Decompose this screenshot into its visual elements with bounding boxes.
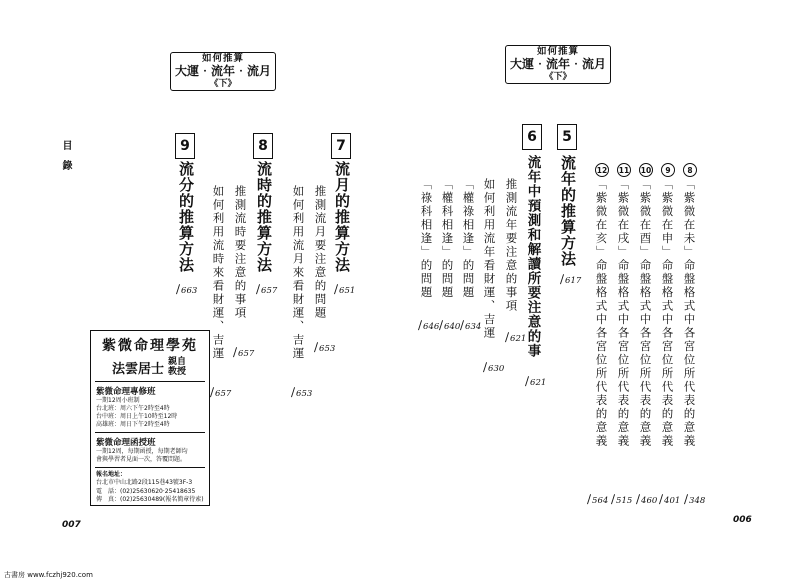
book-title-logo-right: 如何推算 大運‧流年‧流月 《下》 — [505, 45, 611, 84]
ad-teacher: 法雲居士 — [111, 362, 164, 378]
ad-class-info: 一期12周小班制 — [96, 396, 140, 404]
chapter-title-7[interactable]: 流月的推算方法 — [333, 161, 351, 273]
page-ref-657: ∕ 657 — [256, 282, 277, 296]
zodiac-item[interactable]: 「紫微在未」命盤格式中各宮位所代表的意義 — [682, 178, 697, 448]
page-ref-564: ∕ 564 — [587, 492, 608, 506]
chapter-title-5[interactable]: 流年的推算方法 — [559, 155, 577, 267]
toc-item-text[interactable]: 推測流年要注意的事項 — [504, 178, 519, 313]
ad-phone: 電 話：(02)25630620‧25418635 — [96, 487, 196, 495]
zodiac-item[interactable]: 「紫微在亥」命盤格式中各宮位所代表的意義 — [594, 178, 609, 448]
toc-item-text[interactable]: 「權科相逢」的問題 — [440, 178, 455, 300]
page-ref-653: ∕ 653 — [314, 340, 335, 354]
ad-class-info: 台北班：周六下午2時至4時 — [96, 404, 170, 412]
page-ref-634: ∕ 634 — [460, 318, 481, 332]
zodiac-item[interactable]: 「紫微在酉」命盤格式中各宮位所代表的意義 — [638, 178, 653, 448]
ad-mail-info: 會與學習者見面一次，答覆問題。 — [96, 456, 187, 464]
page-ref-630: ∕ 630 — [483, 360, 504, 374]
toc-item-text[interactable]: 如何利用流時來看財運、吉運 — [211, 185, 226, 361]
chapter-number-9: 9 — [175, 133, 195, 159]
page-ref-640: ∕ 640 — [439, 318, 460, 332]
toc-item-text[interactable]: 如何利用流年看財運、吉運 — [482, 178, 497, 340]
ad-teach-note: 親自教授 — [168, 357, 187, 377]
page-ref-657: ∕ 657 — [233, 345, 254, 359]
ad-class-info: 台中班：周日上午10時至12時 — [96, 412, 178, 420]
page-number-left: 007 — [62, 520, 81, 530]
page-ref-651: ∕ 651 — [334, 282, 355, 296]
chapter-title-8[interactable]: 流時的推算方法 — [255, 161, 273, 273]
ad-address-label: 報名地址： — [96, 471, 127, 479]
item-number-12: 12 — [595, 163, 609, 177]
zodiac-item[interactable]: 「紫微在申」命盤格式中各宮位所代表的意義 — [660, 178, 675, 448]
ad-address: 台北市中山北路2段115巷43號3F-3 — [96, 479, 193, 487]
item-number-10: 10 — [639, 163, 653, 177]
ad-mail-name: 紫微命理函授班 — [96, 438, 156, 449]
page-ref-621: ∕ 621 — [525, 374, 546, 388]
toc-item-text[interactable]: 「祿科相逢」的問題 — [419, 178, 434, 300]
ad-mail-info: 一期12周，每期函授，每期老師均 — [96, 448, 188, 456]
toc-item-text[interactable]: 「權祿相逢」的問題 — [461, 178, 476, 300]
chapter-title-6[interactable]: 流年中預測和解讀所要注意的事 — [524, 155, 541, 358]
advertisement-box — [90, 330, 210, 506]
zodiac-item[interactable]: 「紫微在戌」命盤格式中各宮位所代表的意義 — [616, 178, 631, 448]
page-number-right: 006 — [733, 515, 752, 525]
chapter-number-5: 5 — [557, 124, 577, 150]
page-ref-348: ∕ 348 — [684, 492, 705, 506]
book-title-logo-left: 如何推算 大運‧流年‧流月 《下》 — [170, 52, 276, 91]
item-number-11: 11 — [617, 163, 631, 177]
toc-label: 目 錄 — [60, 140, 71, 170]
watermark: 古書房 www.fczhj920.com — [4, 571, 93, 579]
page-ref-653: ∕ 653 — [291, 385, 312, 399]
item-number-9: 9 — [661, 163, 675, 177]
toc-item-text[interactable]: 如何利用流月來看財運、吉運 — [291, 185, 306, 361]
page-ref-617: ∕ 617 — [560, 272, 581, 286]
item-number-8: 8 — [683, 163, 697, 177]
page-ref-646: ∕ 646 — [418, 318, 439, 332]
ad-class-name: 紫微命理專修班 — [96, 386, 156, 397]
page-ref-657: ∕ 657 — [210, 385, 231, 399]
chapter-title-9[interactable]: 流分的推算方法 — [177, 161, 195, 273]
toc-item-text[interactable]: 推測流時要注意的事項 — [233, 185, 248, 320]
ad-class-info: 高雄班：周日下午2時至4時 — [96, 421, 170, 429]
toc-item-text[interactable]: 推測流月要注意的問題 — [313, 185, 328, 320]
ad-fax: 傳 真：(02)25630489(報名簡章待索) — [96, 495, 204, 503]
chapter-number-6: 6 — [522, 124, 542, 150]
ad-title: 紫微命理學苑 — [102, 338, 198, 354]
page-ref-460: ∕ 460 — [636, 492, 657, 506]
chapter-number-8: 8 — [253, 133, 273, 159]
page-ref-663: ∕ 663 — [176, 282, 197, 296]
page-ref-401: ∕ 401 — [659, 492, 680, 506]
page-ref-515: ∕ 515 — [611, 492, 632, 506]
page-ref-621: ∕ 621 — [505, 330, 526, 344]
chapter-number-7: 7 — [331, 133, 351, 159]
